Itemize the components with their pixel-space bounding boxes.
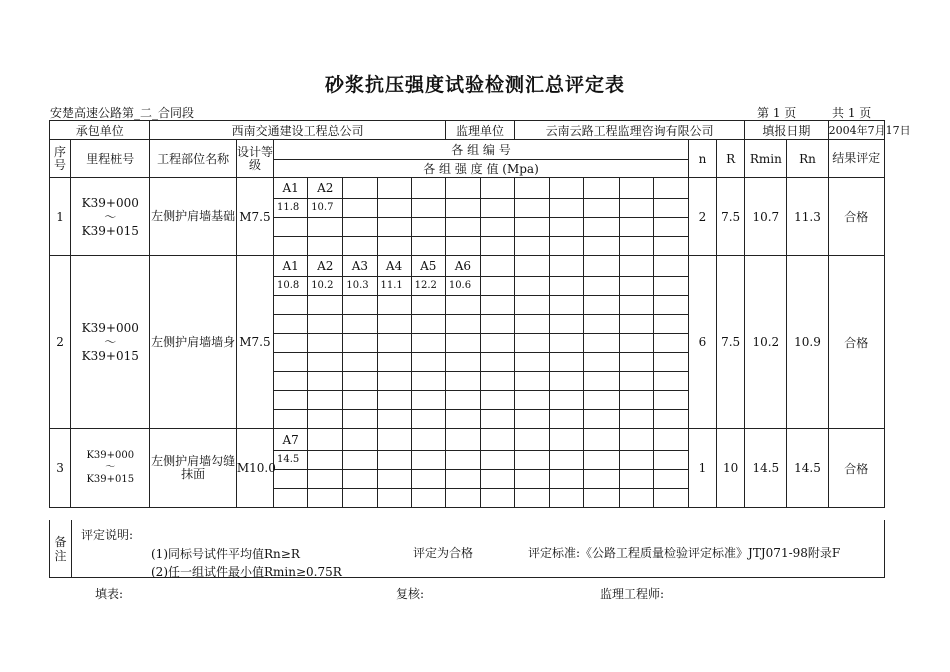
footer-engineer: 监理工程师: <box>600 587 665 601</box>
row-n: 2 <box>688 178 716 256</box>
station-station-from: K39+000 <box>81 195 139 210</box>
row-part: 左侧护肩墙基础 <box>150 178 236 256</box>
empty-cell <box>550 410 584 429</box>
empty-cell <box>550 489 584 508</box>
table-row <box>50 429 885 451</box>
col-strength: 各 组 强 度 值 (Mpa) <box>274 160 689 178</box>
remarks-line2: (2)任一组试件最小值Rmin≥0.75R <box>151 565 342 579</box>
empty-cell <box>619 296 653 315</box>
empty-cell <box>619 178 653 199</box>
strength-value: 14.5 <box>274 451 308 470</box>
empty-cell <box>411 334 445 353</box>
empty-cell <box>619 470 653 489</box>
empty-cell <box>584 372 619 391</box>
strength-value: 10.7 <box>308 199 343 218</box>
col-seq: 序号 <box>50 140 71 178</box>
empty-cell <box>411 237 445 256</box>
group-id: A4 <box>377 256 411 277</box>
empty-cell <box>584 199 619 218</box>
empty-cell <box>411 489 445 508</box>
empty-cell <box>653 353 688 372</box>
empty-cell <box>411 391 445 410</box>
empty-cell <box>445 451 480 470</box>
row-rn: 10.9 <box>787 256 828 429</box>
empty-cell <box>480 256 514 277</box>
group-id: A6 <box>445 256 480 277</box>
empty-cell <box>308 470 343 489</box>
page-current: 第 1 页 <box>757 106 797 120</box>
empty-cell <box>480 410 514 429</box>
empty-cell <box>653 391 688 410</box>
empty-cell <box>411 178 445 199</box>
empty-cell <box>584 218 619 237</box>
empty-cell <box>550 391 584 410</box>
empty-cell <box>377 218 411 237</box>
empty-cell <box>445 391 480 410</box>
remarks-label-text: 备注 <box>54 534 67 563</box>
empty-cell <box>619 489 653 508</box>
empty-cell <box>274 218 308 237</box>
empty-cell <box>515 470 550 489</box>
empty-cell <box>480 334 514 353</box>
empty-cell <box>653 237 688 256</box>
empty-cell <box>445 178 480 199</box>
empty-cell <box>653 199 688 218</box>
group-id: A3 <box>343 256 377 277</box>
empty-cell <box>377 372 411 391</box>
group-id: A2 <box>308 178 343 199</box>
strength-value: 11.1 <box>377 277 411 296</box>
empty-cell <box>274 353 308 372</box>
row-rn: 11.3 <box>787 178 828 256</box>
strength-value: 10.2 <box>308 277 343 296</box>
row-n: 6 <box>688 256 716 429</box>
group-id: A1 <box>274 256 308 277</box>
col-part: 工程部位名称 <box>150 140 236 178</box>
empty-cell <box>274 296 308 315</box>
empty-cell <box>480 391 514 410</box>
empty-cell <box>377 237 411 256</box>
row-part: 左侧护肩墙墙身 <box>150 256 236 429</box>
empty-cell <box>480 451 514 470</box>
empty-cell <box>445 315 480 334</box>
empty-cell <box>445 237 480 256</box>
summary-table <box>49 120 911 508</box>
group-id: A2 <box>308 256 343 277</box>
contractor-value: 西南交通建设工程总公司 <box>150 121 445 140</box>
empty-cell <box>550 470 584 489</box>
station-station-from: K39+000 <box>86 450 135 461</box>
station-tilde: ～ <box>105 462 116 473</box>
row-station <box>71 178 150 256</box>
empty-cell <box>445 372 480 391</box>
empty-cell <box>308 296 343 315</box>
empty-cell <box>411 315 445 334</box>
empty-cell <box>515 277 550 296</box>
empty-cell <box>619 199 653 218</box>
empty-cell <box>308 237 343 256</box>
empty-cell <box>619 372 653 391</box>
empty-cell <box>653 256 688 277</box>
empty-cell <box>515 391 550 410</box>
empty-cell <box>445 218 480 237</box>
empty-cell <box>653 372 688 391</box>
empty-cell <box>550 315 584 334</box>
page-title: 砂浆抗压强度试验检测汇总评定表 <box>324 74 625 96</box>
strength-value: 10.8 <box>274 277 308 296</box>
group-id: A5 <box>411 256 445 277</box>
empty-cell <box>584 237 619 256</box>
empty-cell <box>377 353 411 372</box>
empty-cell <box>515 178 550 199</box>
empty-cell <box>343 199 377 218</box>
row-r: 7.5 <box>717 178 745 256</box>
empty-cell <box>343 410 377 429</box>
empty-cell <box>411 372 445 391</box>
empty-cell <box>550 256 584 277</box>
empty-cell <box>515 256 550 277</box>
col-station: 里程桩号 <box>71 140 150 178</box>
empty-cell <box>480 470 514 489</box>
col-result: 结果评定 <box>828 140 884 178</box>
empty-cell <box>653 489 688 508</box>
empty-cell <box>411 410 445 429</box>
station-station-to: K39+015 <box>81 349 139 363</box>
row-seq: 2 <box>50 256 71 429</box>
empty-cell <box>377 315 411 334</box>
empty-cell <box>274 470 308 489</box>
empty-cell <box>480 237 514 256</box>
empty-cell <box>619 256 653 277</box>
empty-cell <box>653 451 688 470</box>
row-rmin: 14.5 <box>745 429 787 508</box>
empty-cell <box>619 237 653 256</box>
empty-cell <box>343 178 377 199</box>
empty-cell <box>308 391 343 410</box>
empty-cell <box>584 315 619 334</box>
row-r: 10 <box>717 429 745 508</box>
empty-cell <box>343 315 377 334</box>
col-rn: Rn <box>787 140 828 178</box>
empty-cell <box>377 489 411 508</box>
empty-cell <box>584 353 619 372</box>
empty-cell <box>308 489 343 508</box>
row-result: 合格 <box>828 256 884 429</box>
empty-cell <box>515 334 550 353</box>
empty-cell <box>445 334 480 353</box>
empty-cell <box>411 218 445 237</box>
empty-cell <box>308 451 343 470</box>
empty-cell <box>445 296 480 315</box>
empty-cell <box>584 410 619 429</box>
col-r: R <box>717 140 745 178</box>
empty-cell <box>480 296 514 315</box>
empty-cell <box>619 218 653 237</box>
date-value: 2004年7月17日 <box>828 121 884 140</box>
empty-cell <box>550 199 584 218</box>
empty-cell <box>274 237 308 256</box>
empty-cell <box>445 199 480 218</box>
row-part: 左侧护肩墙勾缝抹面 <box>150 429 236 508</box>
empty-cell <box>411 353 445 372</box>
empty-cell <box>274 334 308 353</box>
empty-cell <box>377 429 411 451</box>
empty-cell <box>377 410 411 429</box>
empty-cell <box>584 334 619 353</box>
empty-cell <box>377 391 411 410</box>
empty-cell <box>377 451 411 470</box>
empty-cell <box>308 334 343 353</box>
empty-cell <box>308 429 343 451</box>
empty-cell <box>480 218 514 237</box>
col-group-no: 各 组 编 号 <box>274 140 689 160</box>
empty-cell <box>308 353 343 372</box>
empty-cell <box>584 277 619 296</box>
empty-cell <box>411 199 445 218</box>
group-id: A1 <box>274 178 308 199</box>
strength-value: 12.2 <box>411 277 445 296</box>
empty-cell <box>653 470 688 489</box>
empty-cell <box>515 315 550 334</box>
empty-cell <box>619 334 653 353</box>
row-grade: M7.5 <box>236 178 273 256</box>
empty-cell <box>377 296 411 315</box>
remarks-label <box>50 520 72 577</box>
empty-cell <box>584 391 619 410</box>
row-result: 合格 <box>828 429 884 508</box>
empty-cell <box>653 334 688 353</box>
table-row <box>50 178 885 199</box>
table-row <box>50 256 885 277</box>
empty-cell <box>515 410 550 429</box>
empty-cell <box>653 410 688 429</box>
empty-cell <box>619 410 653 429</box>
empty-cell <box>550 296 584 315</box>
empty-cell <box>584 489 619 508</box>
group-id: A7 <box>274 429 308 451</box>
row-result: 合格 <box>828 178 884 256</box>
col-rmin: Rmin <box>745 140 787 178</box>
empty-cell <box>343 451 377 470</box>
remarks-area <box>49 520 885 578</box>
empty-cell <box>653 277 688 296</box>
empty-cell <box>584 451 619 470</box>
footer-reviewer: 复核: <box>396 587 425 601</box>
empty-cell <box>584 429 619 451</box>
row-rmin: 10.2 <box>745 256 787 429</box>
empty-cell <box>653 218 688 237</box>
empty-cell <box>550 218 584 237</box>
empty-cell <box>343 334 377 353</box>
empty-cell <box>619 277 653 296</box>
empty-cell <box>480 277 514 296</box>
row-grade: M7.5 <box>236 256 273 429</box>
empty-cell <box>550 237 584 256</box>
empty-cell <box>584 296 619 315</box>
contractor-label: 承包单位 <box>50 121 150 140</box>
empty-cell <box>377 199 411 218</box>
empty-cell <box>550 372 584 391</box>
empty-cell <box>515 353 550 372</box>
project-section: 安楚高速公路第_二_合同段 <box>50 106 195 120</box>
empty-cell <box>411 470 445 489</box>
empty-cell <box>445 489 480 508</box>
info-row <box>50 121 885 140</box>
row-seq: 1 <box>50 178 71 256</box>
remarks-heading: 评定说明: <box>81 528 134 542</box>
supervisor-value: 云南云路工程监理咨询有限公司 <box>515 121 745 140</box>
empty-cell <box>377 334 411 353</box>
empty-cell <box>377 178 411 199</box>
empty-cell <box>480 178 514 199</box>
empty-cell <box>515 451 550 470</box>
station-tilde: ～ <box>104 335 117 349</box>
empty-cell <box>445 410 480 429</box>
empty-cell <box>480 429 514 451</box>
page-total: 共 1 页 <box>832 106 872 120</box>
empty-cell <box>343 470 377 489</box>
station-station-from: K39+000 <box>81 321 139 335</box>
strength-value: 10.3 <box>343 277 377 296</box>
supervisor-label: 监理单位 <box>445 121 514 140</box>
empty-cell <box>480 315 514 334</box>
empty-cell <box>308 410 343 429</box>
empty-cell <box>308 218 343 237</box>
empty-cell <box>515 429 550 451</box>
station-tilde: ～ <box>104 209 117 224</box>
empty-cell <box>411 296 445 315</box>
empty-cell <box>411 429 445 451</box>
empty-cell <box>515 296 550 315</box>
empty-cell <box>550 334 584 353</box>
col-n: n <box>688 140 716 178</box>
empty-cell <box>411 451 445 470</box>
row-n: 1 <box>688 429 716 508</box>
empty-cell <box>308 372 343 391</box>
empty-cell <box>515 489 550 508</box>
empty-cell <box>274 315 308 334</box>
empty-cell <box>343 353 377 372</box>
remarks-line1: (1)同标号试件平均值Rn≥R <box>151 547 300 561</box>
empty-cell <box>619 451 653 470</box>
remarks-conclusion: 评定为合格 <box>413 546 474 560</box>
empty-cell <box>584 178 619 199</box>
empty-cell <box>653 315 688 334</box>
empty-cell <box>343 218 377 237</box>
row-station <box>71 429 150 508</box>
empty-cell <box>308 315 343 334</box>
empty-cell <box>445 470 480 489</box>
empty-cell <box>445 429 480 451</box>
footer-filler: 填表: <box>95 587 124 601</box>
empty-cell <box>480 199 514 218</box>
empty-cell <box>515 372 550 391</box>
date-label: 填报日期 <box>745 121 828 140</box>
empty-cell <box>274 391 308 410</box>
row-rn: 14.5 <box>787 429 828 508</box>
empty-cell <box>550 429 584 451</box>
empty-cell <box>343 391 377 410</box>
col-grade: 设计等级 <box>236 140 273 178</box>
empty-cell <box>377 470 411 489</box>
empty-cell <box>619 315 653 334</box>
empty-cell <box>550 451 584 470</box>
empty-cell <box>515 218 550 237</box>
empty-cell <box>480 489 514 508</box>
strength-value: 10.6 <box>445 277 480 296</box>
empty-cell <box>274 410 308 429</box>
empty-cell <box>274 489 308 508</box>
empty-cell <box>480 372 514 391</box>
empty-cell <box>584 470 619 489</box>
empty-cell <box>515 199 550 218</box>
empty-cell <box>343 372 377 391</box>
empty-cell <box>619 429 653 451</box>
empty-cell <box>653 178 688 199</box>
header-row-1 <box>50 140 885 160</box>
row-seq: 3 <box>50 429 71 508</box>
row-station <box>71 256 150 429</box>
empty-cell <box>653 429 688 451</box>
station-station-to: K39+015 <box>86 474 135 485</box>
empty-cell <box>343 296 377 315</box>
empty-cell <box>343 489 377 508</box>
empty-cell <box>343 429 377 451</box>
row-r: 7.5 <box>717 256 745 429</box>
strength-value: 11.8 <box>274 199 308 218</box>
empty-cell <box>550 277 584 296</box>
empty-cell <box>619 353 653 372</box>
empty-cell <box>619 391 653 410</box>
empty-cell <box>445 353 480 372</box>
empty-cell <box>653 296 688 315</box>
empty-cell <box>550 178 584 199</box>
remarks-standard: 评定标准:《公路工程质量检验评定标准》JTJ071-98附录F <box>528 546 841 560</box>
empty-cell <box>480 353 514 372</box>
empty-cell <box>550 353 584 372</box>
row-rmin: 10.7 <box>745 178 787 256</box>
empty-cell <box>515 237 550 256</box>
empty-cell <box>584 256 619 277</box>
empty-cell <box>274 372 308 391</box>
station-station-to: K39+015 <box>81 223 139 238</box>
empty-cell <box>343 237 377 256</box>
row-grade: M10.0 <box>236 429 273 508</box>
